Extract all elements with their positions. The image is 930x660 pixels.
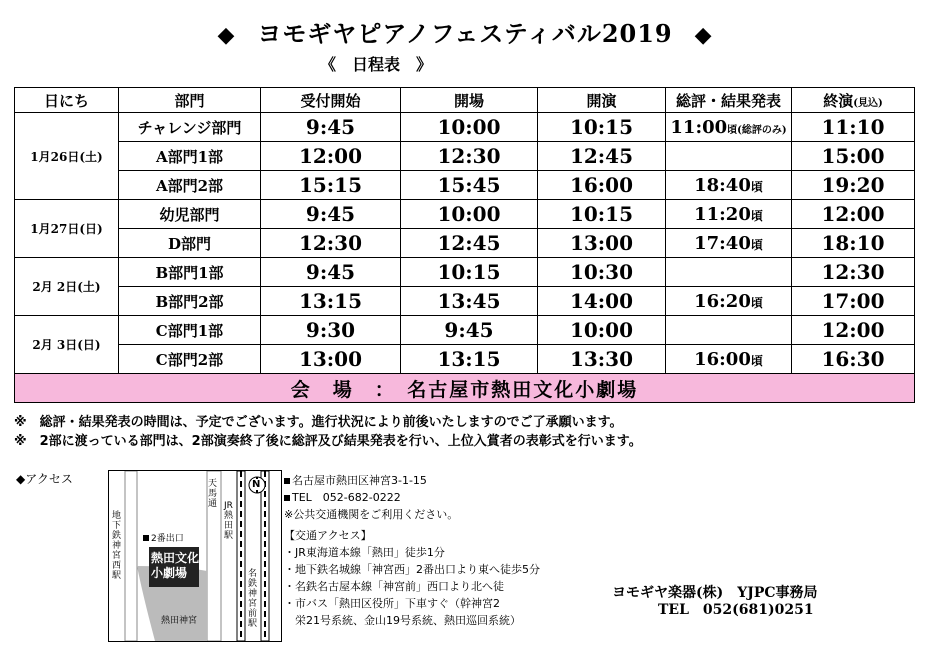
reception-cell: 15:15 xyxy=(261,171,401,200)
address: 名古屋市熱田区神宮3-1-15 xyxy=(292,474,427,487)
results-cell: 11:20頃 xyxy=(666,200,792,229)
note-line: ※ 2部に渡っている部門は、2部演奏終了後に総評及び結果発表を行い、上位入賞者の表彰式を行います。 xyxy=(14,434,642,449)
date-cell: 2月 3日(日) xyxy=(15,316,119,374)
reception-cell: 13:15 xyxy=(261,287,401,316)
page-title xyxy=(0,14,930,49)
results-cell xyxy=(666,258,792,287)
table-header-row xyxy=(15,88,915,113)
table-row xyxy=(15,113,915,142)
table-row xyxy=(15,287,915,316)
schedule-table xyxy=(14,87,915,403)
end-cell: 18:10 xyxy=(792,229,915,258)
start-cell: 10:15 xyxy=(538,200,666,229)
north-icon: N xyxy=(252,479,261,490)
route-item: ・市バス「熱田区役所」下車すぐ（幹神宮2 xyxy=(284,597,500,610)
division-cell: チャレンジ部門 xyxy=(119,113,261,142)
table-row xyxy=(15,316,915,345)
start-cell: 13:30 xyxy=(538,345,666,374)
venue-banner: 会 場 ： 名古屋市熱田文化小劇場 xyxy=(15,374,915,403)
reception-cell: 13:00 xyxy=(261,345,401,374)
division-cell: B部門2部 xyxy=(119,287,261,316)
doors-cell: 9:45 xyxy=(401,316,538,345)
doors-cell: 12:30 xyxy=(401,142,538,171)
end-cell: 12:00 xyxy=(792,316,915,345)
doors-cell: 10:15 xyxy=(401,258,538,287)
division-cell: 幼児部門 xyxy=(119,200,261,229)
bullet-square-icon xyxy=(284,495,290,501)
date-cell: 2月 2日(土) xyxy=(15,258,119,316)
map-label-meitetsu: 名鉄神宮前駅 xyxy=(248,569,258,629)
start-cell: 10:15 xyxy=(538,113,666,142)
header-start: 開演 xyxy=(538,88,666,113)
reception-cell: 12:30 xyxy=(261,229,401,258)
map-label-shrine: 熱田神宮 xyxy=(161,616,198,626)
date-cell: 1月27日(日) xyxy=(15,200,119,258)
start-cell: 10:30 xyxy=(538,258,666,287)
map-label-venue: 熱田文化 小劇場 xyxy=(151,551,200,580)
schedule-subtitle: 《 日程表 》 xyxy=(320,55,433,74)
note-line: ※ 総評・結果発表の時間は、予定でございます。進行状況により前後いたしますのでご了承願います。 xyxy=(14,415,623,430)
access-heading: ◆アクセス xyxy=(16,472,73,486)
route-item: ・名鉄名古屋本線「神宮前」西口より北へ徒 xyxy=(284,580,504,593)
bullet-square-icon xyxy=(284,478,290,484)
results-cell: 18:40頃 xyxy=(666,171,792,200)
division-cell: D部門 xyxy=(119,229,261,258)
reception-cell: 12:00 xyxy=(261,142,401,171)
results-cell: 17:40頃 xyxy=(666,229,792,258)
division-cell: A部門1部 xyxy=(119,142,261,171)
exit-marker xyxy=(143,535,149,541)
table-row xyxy=(15,171,915,200)
start-cell: 12:45 xyxy=(538,142,666,171)
division-cell: C部門2部 xyxy=(119,345,261,374)
map-label-jr: JR熱田駅 xyxy=(224,501,234,541)
map-label-subway-station: 地下鉄神宮西駅 xyxy=(112,511,122,581)
festival-title: ヨモギヤピアノフェスティバル2019 xyxy=(257,19,673,48)
header-reception: 受付開始 xyxy=(261,88,401,113)
organizer: ヨモギヤ楽器(株) YJPC事務局 xyxy=(612,585,818,601)
reception-cell: 9:45 xyxy=(261,258,401,287)
transit-note: ※公共交通機関をご利用ください。 xyxy=(284,508,459,521)
table-row xyxy=(15,258,915,287)
contact-block xyxy=(612,585,818,619)
doors-cell: 10:00 xyxy=(401,113,538,142)
venue-tel: TEL 052-682-0222 xyxy=(292,491,401,504)
doors-cell: 10:00 xyxy=(401,200,538,229)
header-date: 日にち xyxy=(15,88,119,113)
end-cell: 17:00 xyxy=(792,287,915,316)
venue-row xyxy=(15,374,915,403)
map-label-exit: 2番出口 xyxy=(151,534,184,544)
organizer-tel: TEL 052(681)0251 xyxy=(658,602,814,618)
reception-cell: 9:45 xyxy=(261,200,401,229)
end-cell: 11:10 xyxy=(792,113,915,142)
end-cell: 15:00 xyxy=(792,142,915,171)
results-cell: 11:00頃(総評のみ) xyxy=(666,113,792,142)
route-item: ・地下鉄名城線「神宮西」2番出口より東へ徒歩5分 xyxy=(284,563,540,576)
doors-cell: 13:45 xyxy=(401,287,538,316)
reception-cell: 9:30 xyxy=(261,316,401,345)
access-map xyxy=(108,470,282,642)
division-cell: A部門2部 xyxy=(119,171,261,200)
diamond-left-icon: ◆ xyxy=(217,22,236,48)
table-row xyxy=(15,200,915,229)
doors-cell: 13:15 xyxy=(401,345,538,374)
table-row xyxy=(15,345,915,374)
results-cell: 16:20頃 xyxy=(666,287,792,316)
division-cell: C部門1部 xyxy=(119,316,261,345)
start-cell: 13:00 xyxy=(538,229,666,258)
header-doors: 開場 xyxy=(401,88,538,113)
division-cell: B部門1部 xyxy=(119,258,261,287)
end-cell: 16:30 xyxy=(792,345,915,374)
transit-heading: 【交通アクセス】 xyxy=(284,529,372,542)
date-cell: 1月26日(土) xyxy=(15,113,119,200)
start-cell: 10:00 xyxy=(538,316,666,345)
doors-cell: 15:45 xyxy=(401,171,538,200)
start-cell: 14:00 xyxy=(538,287,666,316)
results-cell xyxy=(666,316,792,345)
results-cell xyxy=(666,142,792,171)
end-cell: 12:30 xyxy=(792,258,915,287)
header-end: 終演(見込) xyxy=(792,88,915,113)
table-row xyxy=(15,142,915,171)
route-item: ・JR東海道本線「熱田」徒歩1分 xyxy=(284,546,445,559)
doors-cell: 12:45 xyxy=(401,229,538,258)
diamond-right-icon: ◆ xyxy=(694,22,713,48)
table-row xyxy=(15,229,915,258)
end-cell: 12:00 xyxy=(792,200,915,229)
notes xyxy=(14,413,642,451)
results-cell: 16:00頃 xyxy=(666,345,792,374)
access-info xyxy=(284,472,540,629)
road-west xyxy=(125,471,137,641)
reception-cell: 9:45 xyxy=(261,113,401,142)
header-results: 総評・結果発表 xyxy=(666,88,792,113)
route-item: 栄21号系統、金山19号系統、熱田巡回系統） xyxy=(284,614,521,627)
end-cell: 19:20 xyxy=(792,171,915,200)
header-division: 部門 xyxy=(119,88,261,113)
start-cell: 16:00 xyxy=(538,171,666,200)
map-label-tenma: 天馬通 xyxy=(208,479,218,509)
